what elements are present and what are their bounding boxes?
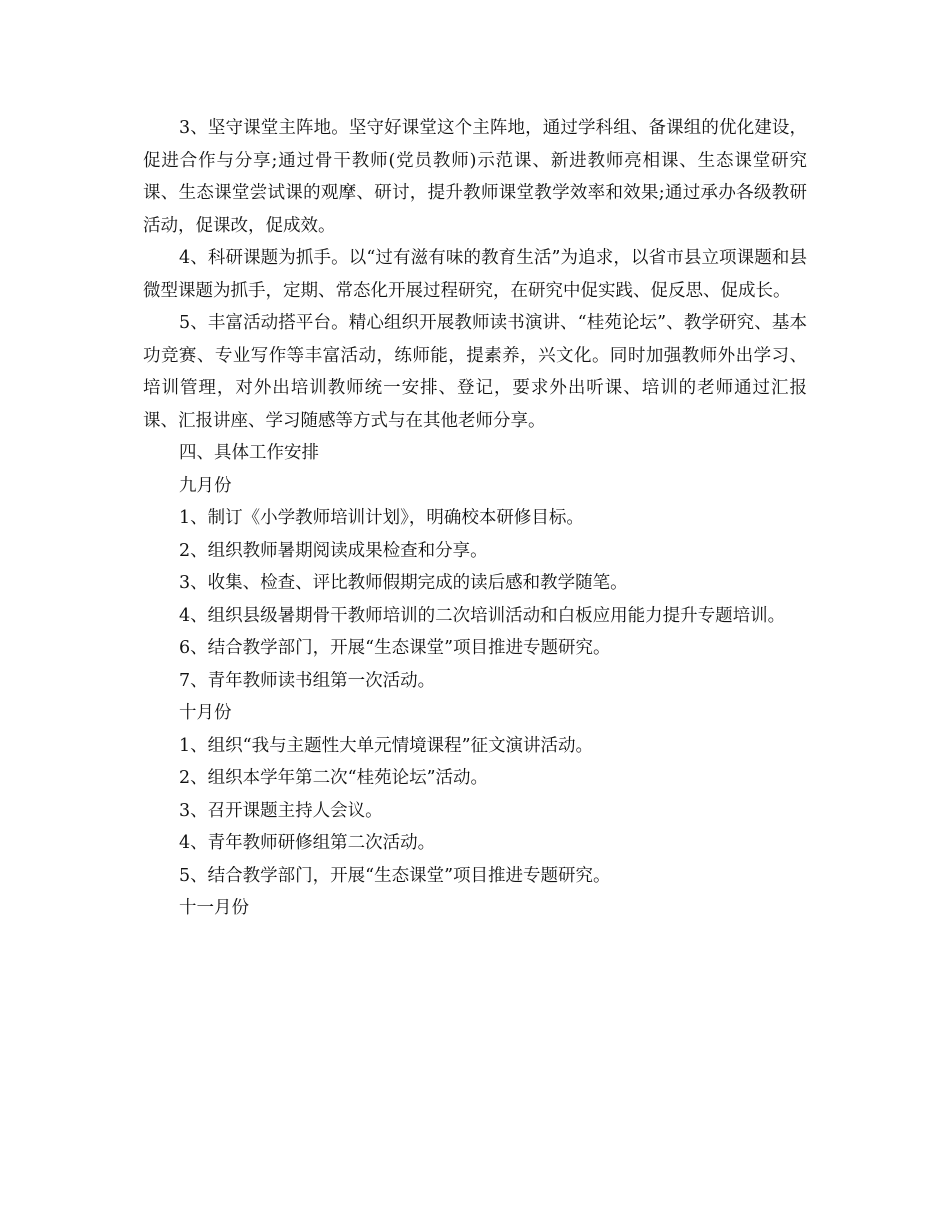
section-heading: 四、具体工作安排 [179, 443, 319, 463]
list-item: 7、青年教师读书组第一次活动。 [179, 670, 436, 691]
document-body [143, 112, 807, 925]
list-item: 3、收集、检查、评比教师假期完成的读后感和教学随笔。 [179, 573, 628, 593]
month-heading-october: 十月份 [179, 703, 232, 723]
list-item: 6、结合教学部门，开展“生态课堂”项目推进专题研究。 [179, 638, 611, 658]
list-item: 2、组织本学年第二次“桂苑论坛”活动。 [179, 768, 489, 788]
paragraph-activities: 5、丰富活动搭平台。精心组织开展教师读书演讲、“桂苑论坛”、教学研究、基本功竞赛、专业写作等丰富活动，练师能，提素养，兴文化。同时加强教师外出学习、培训管理，对外出培训教师统一安排、登记，要求外出听课、培训的老师通过汇报课、汇报讲座、学习随感等方式与在其他老师分享。 [143, 313, 807, 431]
month-heading-november: 十一月份 [179, 898, 249, 918]
list-item: 5、结合教学部门，开展“生态课堂”项目推进专题研究。 [179, 865, 611, 886]
list-item: 1、组织“我与主题性大单元情境课程”征文演讲活动。 [179, 735, 594, 756]
list-item: 2、组织教师暑期阅读成果检查和分享。 [179, 540, 488, 561]
month-heading-september: 九月份 [179, 475, 232, 496]
paragraph-research: 4、科研课题为抓手。以“过有滋有味的教育生活”为追求，以省市县立项课题和县微型课题为抓手，定期、常态化开展过程研究，在研究中促实践、促反思、促成长。 [143, 248, 807, 301]
list-item: 4、青年教师研修组第二次活动。 [179, 833, 436, 853]
list-item: 4、组织县级暑期骨干教师培训的二次培训活动和白板应用能力提升专题培训。 [179, 605, 786, 626]
list-item: 3、召开课题主持人会议。 [179, 800, 383, 821]
list-item: 1、制订《小学教师培训计划》，明确校本研修目标。 [179, 508, 584, 528]
paragraph-classroom: 3、坚守课堂主阵地。坚守好课堂这个主阵地，通过学科组、备课组的优化建设，促进合作与分享;通过骨干教师(党员教师)示范课、新进教师亮相课、生态课堂研究课、生态课堂尝试课的观摩、研讨，提升教师课堂教学效率和效果;通过承办各级教研活动，促课改，促成效。 [143, 118, 807, 236]
